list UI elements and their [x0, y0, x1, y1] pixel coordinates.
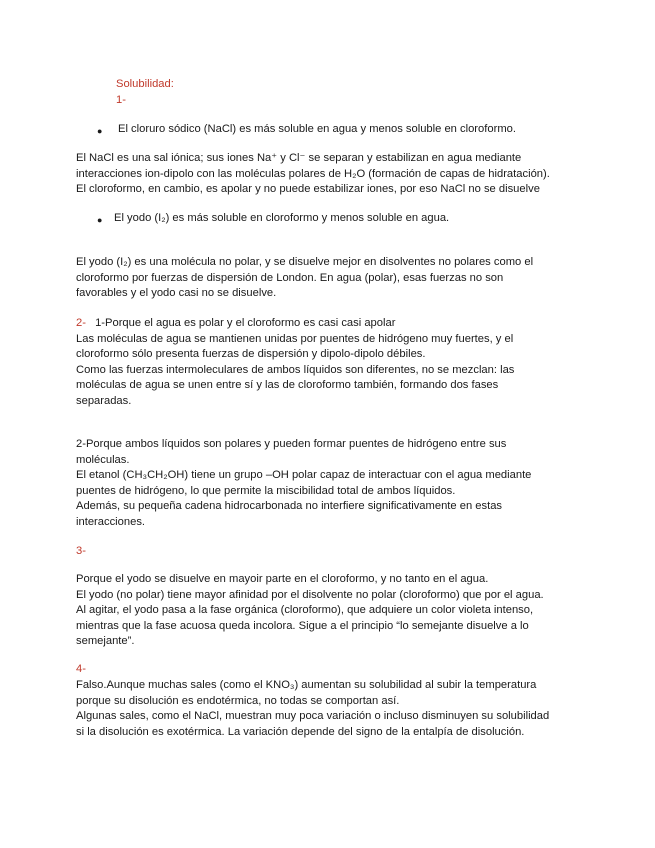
paragraph-line: El yodo (no polar) tiene mayor afinidad por el disolvente no polar (cloroformo) que por el agua.	[76, 588, 544, 601]
paragraph-line: semejante”.	[76, 635, 135, 648]
paragraph-q3	[76, 572, 586, 650]
paragraph-line: porque su disolución es endotérmica, no todas se comportan así.	[76, 694, 400, 707]
bullet-dot: ●	[97, 126, 103, 136]
paragraph-line: El NaCl es una sal iónica; sus iones Na⁺ y Cl⁻ se separan y estabilizan en agua mediante	[76, 152, 522, 164]
paragraph-line: Como las fuerzas intermoleculares de ambos líquidos son diferentes, no se mezclan: las	[76, 363, 515, 376]
section-title	[116, 77, 626, 108]
paragraph-ethanol	[76, 437, 586, 531]
bullet-item-nacl	[118, 122, 628, 138]
paragraph-line: Al agitar, el yodo pasa a la fase orgánica (cloroformo), que adquiere un color violeta intenso,	[76, 604, 534, 617]
paragraph-line: 2-Porque ambos líquidos son polares y pueden formar puentes de hidrógeno entre sus	[76, 438, 507, 450]
paragraph-line: Porque el yodo se disuelve en mayoir parte en el cloroformo, y no tanto en el agua.	[76, 573, 489, 585]
bullet-dot: ●	[97, 215, 103, 225]
paragraph-line: favorables y el yodo casi no se disuelve.	[76, 287, 277, 300]
number-text: 4-	[76, 663, 86, 675]
paragraph-line: cloroformo por fuerzas de dispersión de London. En agua (polar), esas fuerzas no son	[76, 271, 504, 284]
question-4-number	[76, 662, 586, 678]
paragraph-line: interacciones ion-dipolo con las moléculas polares de H₂O (formación de capas de hidratación).	[76, 167, 550, 180]
paragraph-line: mientras que la fase acuosa queda incolora. Sigue a el principio “lo semejante disuelve a lo	[76, 619, 529, 632]
number-text: 3-	[76, 545, 86, 557]
paragraph-line: interacciones.	[76, 515, 146, 528]
paragraph-q4	[76, 678, 586, 740]
paragraph-line: Algunas sales, como el NaCl, muestran muy poca variación o incluso disminuyen su solubilidad	[76, 710, 550, 723]
paragraph-line: Además, su pequeña cadena hidrocarbonada no interfiere significativamente en estas	[76, 500, 503, 513]
paragraph-line: moléculas.	[76, 453, 130, 466]
question-1-number: 1-	[116, 93, 126, 106]
paragraph-line: Las moléculas de agua se mantienen unidas por puentes de hidrógeno muy fuertes, y el	[76, 332, 514, 345]
paragraph-line: moléculas de agua se unen entre sí y las de cloroformo también, formando dos fases	[76, 379, 499, 392]
paragraph-line: puentes de hidrógeno, lo que permite la miscibilidad total de ambos líquidos.	[76, 484, 456, 497]
question-2-first-line: 1-Porque el agua es polar y el cloroformo es casi casi apolar	[95, 317, 396, 329]
bullet-text: El yodo (I₂) es más soluble en cloroformo y menos soluble en agua.	[114, 212, 450, 224]
bullet-item-iodine	[114, 211, 624, 227]
paragraph-line: El yodo (I₂) es una molécula no polar, y se disuelve mejor en disolventes no polares como el	[76, 256, 534, 268]
question-2	[76, 316, 586, 410]
paragraph-line: si la disolución es exotérmica. La variación depende del signo de la entalpía de disolución.	[76, 725, 525, 738]
bullet-text: El cloruro sódico (NaCl) es más soluble en agua y menos soluble en cloroformo.	[118, 123, 516, 135]
paragraph-line: El cloroformo, en cambio, es apolar y no puede estabilizar iones, por eso NaCl no se disuelve	[76, 183, 540, 196]
paragraph-iodine	[76, 255, 586, 302]
question-2-number: 2-	[76, 317, 86, 329]
paragraph-line: cloroformo sólo presenta fuerzas de dispersión y dipolo-dipolo débiles.	[76, 348, 426, 361]
paragraph-line: Falso.Aunque muchas sales (como el KNO₃) aumentan su solubilidad al subir la temperatura	[76, 679, 537, 691]
paragraph-line: El etanol (CH₃CH₂OH) tiene un grupo –OH polar capaz de interactuar con el agua mediante	[76, 469, 532, 482]
title-text: Solubilidad:	[116, 78, 174, 90]
paragraph-nacl	[76, 151, 586, 198]
question-3-number	[76, 544, 586, 560]
paragraph-line: separadas.	[76, 394, 132, 407]
